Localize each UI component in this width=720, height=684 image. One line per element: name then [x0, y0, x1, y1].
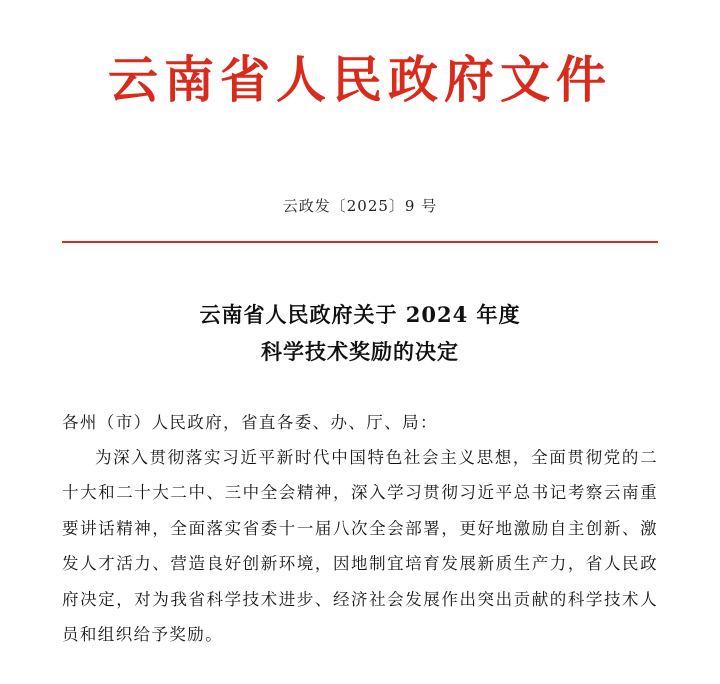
document-masthead: 云南省人民政府文件	[108, 50, 612, 109]
document-title-line-2: 科学技术奖励的决定	[261, 338, 459, 364]
document-salutation: 各州（市）人民政府，省直各委、办、厅、局：	[62, 412, 438, 432]
document-title	[62, 297, 658, 371]
document-body	[62, 405, 658, 653]
document-title-line-1: 云南省人民政府关于 2024 年度	[199, 302, 521, 327]
document-number: 云政发〔2025〕9 号	[282, 197, 438, 215]
document-paragraph-1: 为深入贯彻落实习近平新时代中国特色社会主义思想，全面贯彻党的二十大和二十大二中、三中全会精神，深入学习贯彻习近平总书记考察云南重要讲话精神，全面落实省委十一届八次全会部署，更好地激励自主创新、激发人才活力、营造良好创新环境，因地制宜培育发展新质生产力，省人民政府决定，对为我省科学技术进步、经济社会发展作出突出贡献的科学技术人员和组织给予奖励。	[62, 447, 658, 645]
red-divider-rule	[62, 241, 658, 243]
